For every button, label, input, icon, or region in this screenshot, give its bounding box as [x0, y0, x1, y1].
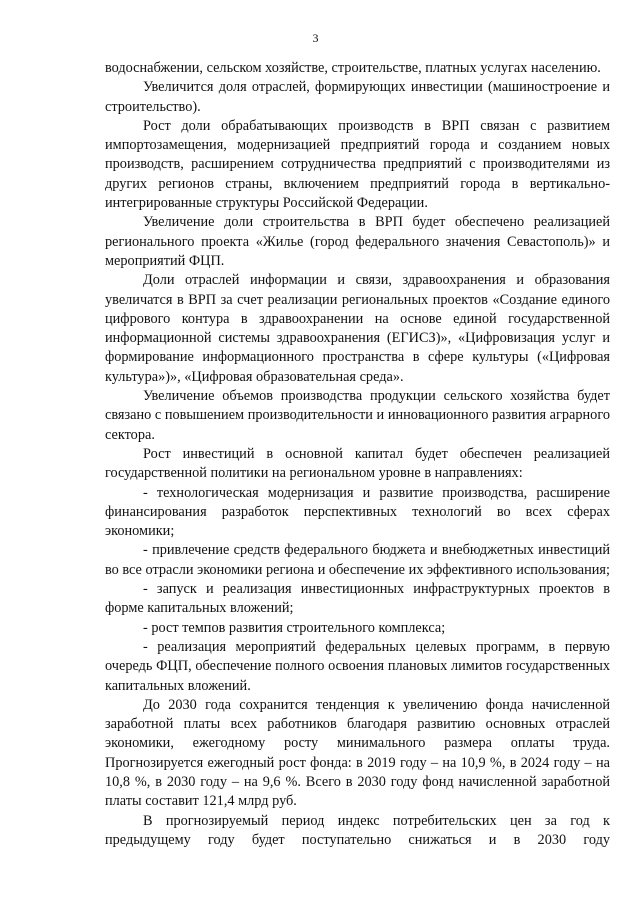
paragraph: Рост инвестиций в основной капитал будет обеспечен реализацией государственной политики на региональном уровне в направлениях:: [105, 445, 610, 482]
list-item: - реализация мероприятий федеральных целевых программ, в первую очередь ФЦП, обеспечение полного освоения плановых лимитов государственных капитальных вложений.: [105, 638, 610, 694]
body-text: [105, 59, 610, 850]
paragraph: Увеличение доли строительства в ВРП будет обеспечено реализацией регионального проекта «Жилье (город федерального значения Севастополь)» и мероприятий ФЦП.: [105, 214, 610, 269]
paragraph: Рост доли обрабатывающих производств в ВРП связан с развитием импортозамещения, модернизацией предприятий города и созданием новых производств, расширением сотрудничества предприятий с производителями из других регионов страны, включением предприятий города в вертикально-интегрированные структуры Российской Федерации.: [105, 117, 610, 212]
list-item: - привлечение средств федерального бюджета и внебюджетных инвестиций во все отрасли экономики региона и обеспечение их эффективного использования;: [105, 542, 610, 578]
paragraph: Увеличение объемов производства продукции сельского хозяйства будет связано с повышением производительности и инновационного развития аграрного сектора.: [105, 388, 610, 443]
paragraph: водоснабжении, сельском хозяйстве, строительстве, платных услугах населению.: [105, 60, 601, 76]
list-item: - запуск и реализация инвестиционных инфраструктурных проектов в форме капитальных вложений;: [105, 581, 610, 617]
paragraph: Доли отраслей информации и связи, здравоохранения и образования увеличатся в ВРП за счет реализации региональных проектов «Создание единого цифрового контура в здравоохранении на основе единой государственной информационной системы здравоохранения (ЕГИСЗ)», «Цифровизация услуг и формирование информационного пространства в сфере культуры («Цифровая культура»)», «Цифровая образовательная среда».: [105, 272, 610, 385]
paragraph: До 2030 года сохранится тенденция к увеличению фонда начисленной заработной платы всех работников благодаря развитию основных отраслей экономики, ежегодному росту минимального размера оплаты труда. Прогнозируется ежегодный рост фонда: в 2019 году – на 10,9 %, в 2024 году – на 10,8 %, в 2030 году – на 9,6 %. Всего в 2030 году фонд начисленной заработной платы составит 121,4 млрд руб.: [105, 696, 610, 810]
page-number: 3: [312, 31, 319, 45]
list-item: - технологическая модернизация и развитие производства, расширение финансирования разработок перспективных технологий во всех сферах экономики;: [105, 484, 610, 540]
paragraph: В прогнозируемый период индекс потребительских цен за год к предыдущему году будет поступательно снижаться и в 2030 году: [105, 812, 610, 848]
list-item: - рост темпов развития строительного комплекса;: [143, 619, 446, 636]
paragraph: Увеличится доля отраслей, формирующих инвестиции (машиностроение и строительство).: [105, 79, 610, 115]
